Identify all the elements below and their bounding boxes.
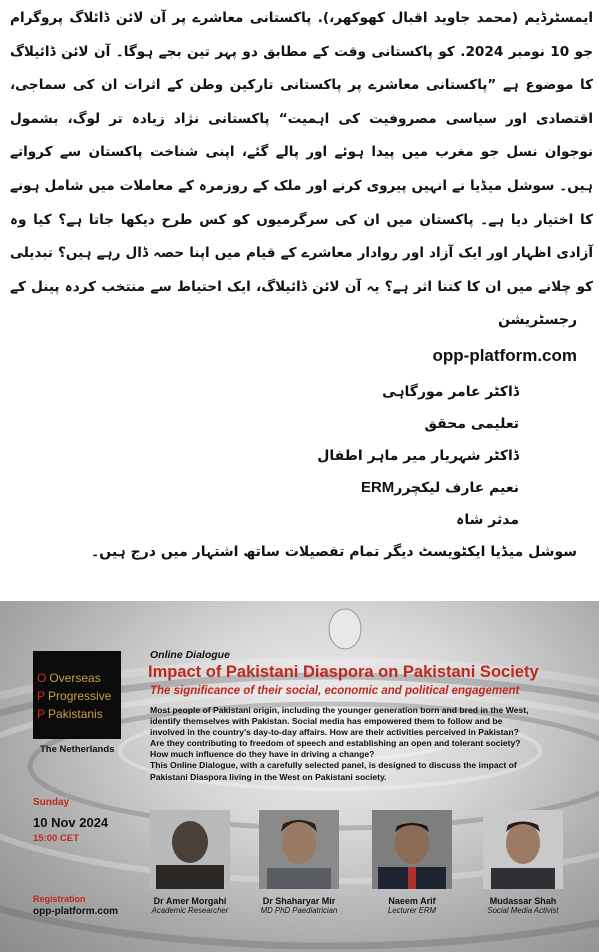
speaker-name: Mudassar Shah xyxy=(489,896,557,906)
poster-registration-url[interactable]: opp-platform.com xyxy=(33,906,118,917)
speaker-photo-avatar xyxy=(372,810,452,889)
speaker-name: Dr Amer Morgahi xyxy=(153,896,227,906)
speaker-role: Academic Researcher xyxy=(151,906,229,915)
poster-title: Impact of Pakistani Diaspora on Pakistani Society xyxy=(148,663,539,681)
speaker-role: MD PhD Paediatrician xyxy=(260,906,338,915)
body-line: How much influence do they have in driving a change? xyxy=(150,749,375,760)
logo-line-1: O Overseas xyxy=(37,671,101,685)
speaker-role: Lecturer ERM xyxy=(387,906,437,915)
naeem-urdu-text: نعیم عارف لیکچرر xyxy=(394,480,519,496)
registration-label: Registration xyxy=(33,894,86,904)
logo-line-2: P Progressive xyxy=(37,689,112,703)
panel-role-academic-urdu: تعلیمی محقق xyxy=(424,416,519,432)
event-day: Sunday xyxy=(33,797,70,808)
poster-body xyxy=(150,705,570,783)
naeem-erm-text: ERM xyxy=(360,479,395,496)
poster-subtitle: The significance of their social, economic and political engagement xyxy=(150,685,520,697)
panel-member-mudassar-urdu: مدثر شاہ xyxy=(456,512,519,528)
urdu-footer-line: سوشل میڈیا ایکٹویسٹ دیگر تمام تفصیلات ساتھ اشتہار میں درج ہیں۔ xyxy=(91,544,577,560)
logo-line-3: P Pakistanis xyxy=(37,707,103,721)
speaker-card xyxy=(468,810,578,915)
opp-logo xyxy=(33,651,121,739)
speaker-role: Social Media Activist xyxy=(487,906,559,915)
speaker-card xyxy=(244,810,354,915)
speaker-card xyxy=(135,810,245,915)
logo-country: The Netherlands xyxy=(40,744,115,755)
speaker-photo-avatar xyxy=(259,810,339,889)
body-line: Pakistani Diaspora living in the West on Pakistani society. xyxy=(150,771,387,782)
speaker-name: Dr Shaharyar Mir xyxy=(262,896,336,906)
body-line: Are they contributing to freedom of speech and establishing an open and tolerant society? xyxy=(150,738,521,749)
panel-member-naeem-urdu xyxy=(0,472,599,504)
speaker-photo-avatar xyxy=(483,810,563,889)
event-date: 10 Nov 2024 xyxy=(33,815,109,830)
body-line: identify themselves with Pakistan. Social media has empowered them to follow and be xyxy=(150,716,503,727)
event-time: 15:00 CET xyxy=(33,833,79,844)
body-line: Most people of Pakistani origin, including the younger generation born and bred in the West, xyxy=(150,705,529,715)
speaker-name: Naeem Arif xyxy=(388,896,436,906)
registration-url[interactable]: opp-platform.com xyxy=(432,346,577,365)
body-line: involved in the country's day-to-day affairs. How are their activities perceived in Pakistan? xyxy=(150,727,519,738)
speaker-card xyxy=(357,810,467,915)
panel-member-amer-urdu: ڈاکٹر عامر مورگاہی xyxy=(382,384,519,400)
urdu-paragraph: ایمسٹرڈیم (محمد جاوید اقبال کھوکھر،). پاکستانی معاشرے پر آن لائن ڈائلاگ پروگرام جو 10 نومبر 2024. کو پاکستانی وقت کے مطابق دو پہر تین بجے ہوگا۔ آن لائن ڈائیلاگ کا موضوع ہے ”پاکستانی معاشرے پر پاکستانی تارکین وطن کے اثرات ان کی سماجی، اقتصادی اور سیاسی مصروفیت کی اہمیت“ پاکستانی نژاد زیادہ تر لوگ، بشمول نوجوان نسل جو مغرب میں پیدا ہوئے اور پالے گئے، اپنی شناخت پاکستان سے کرواتے ہیں۔ سوشل میڈیا نے انہیں پیروی کرنے اور ملک کے روزمرہ کے معاملات میں شامل ہونے کا اختیار دیا ہے۔ پاکستان میں ان کی سرگرمیوں کو کس طرح دیکھا جاتا ہے؟ کیا وہ آزادی اظہار اور ایک آزاد اور روادار معاشرے کے قیام میں اپنا حصہ ڈال رہے ہیں؟ تبدیلی کو چلانے میں ان کا کتنا اثر ہے؟ یہ آن لائن ڈائیلاگ، ایک احتیاط سے منتخب کردہ پینل کے xyxy=(10,10,593,295)
water-drop-icon xyxy=(329,609,361,649)
poster-kicker: Online Dialogue xyxy=(150,649,230,661)
urdu-registration-label: رجسٹریشن xyxy=(498,312,577,328)
event-poster xyxy=(0,601,599,952)
body-line: This Online Dialogue, with a carefully selected panel, is designed to discuss the impact of xyxy=(150,760,517,771)
panel-member-shaharyar-urdu: ڈاکٹر شہریار میر ماہر اطفال xyxy=(317,448,519,464)
speaker-photo-avatar xyxy=(150,810,230,889)
